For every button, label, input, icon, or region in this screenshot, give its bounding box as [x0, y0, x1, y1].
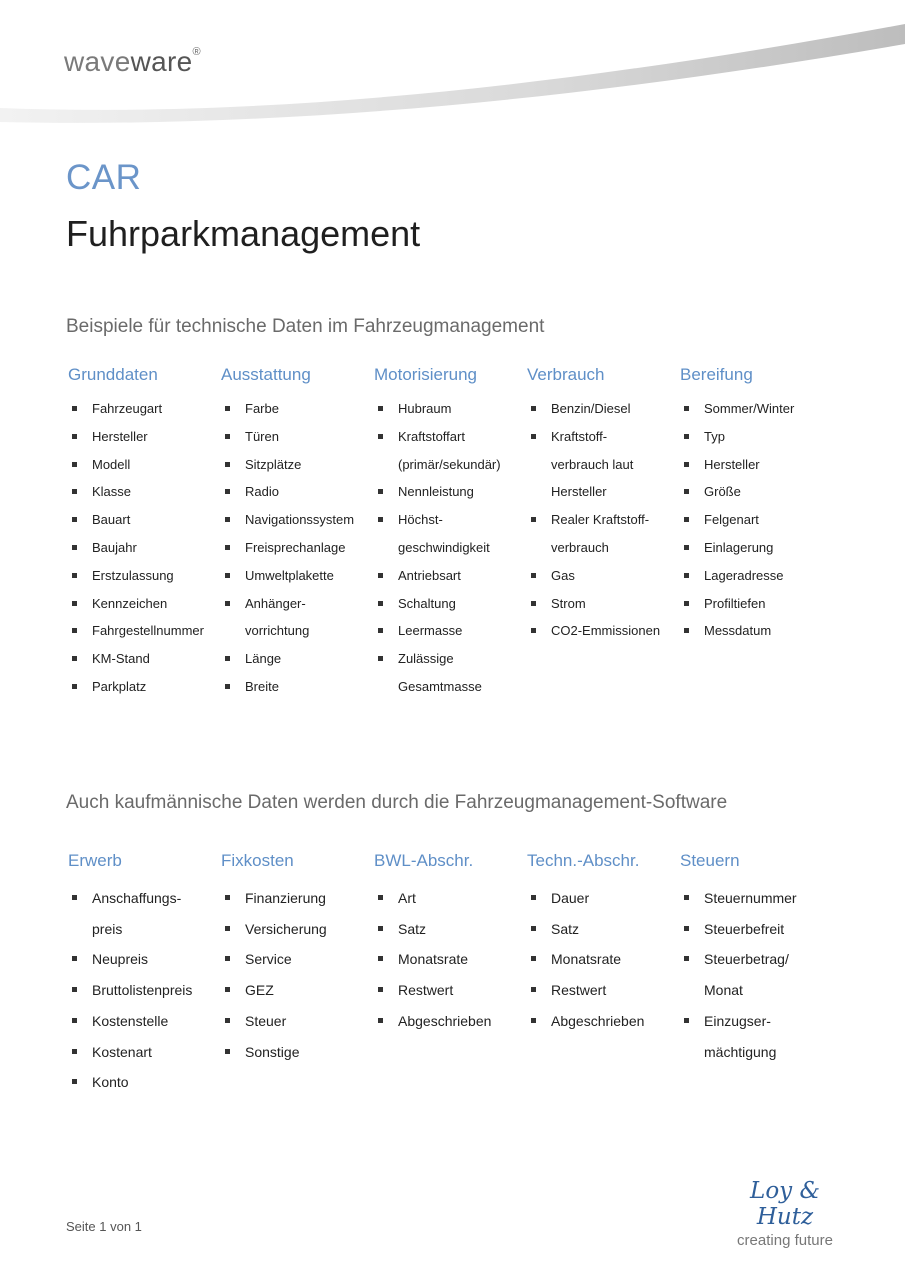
column-ausstattung [221, 365, 374, 701]
list-item: Hersteller [680, 451, 833, 479]
list-item: Messdatum [680, 617, 833, 645]
list-item: Fahrzeugart [68, 395, 221, 423]
list-item: Länge [221, 645, 374, 673]
column-heading: Bereifung [680, 365, 753, 384]
list-item: Einlagerung [680, 534, 833, 562]
column-grunddaten [68, 365, 221, 701]
registered-mark: ® [192, 45, 201, 58]
list-item: Restwert [374, 975, 527, 1006]
list-item: Hersteller [68, 423, 221, 451]
list-item: Kraftstoffart (primär/sekundär) [374, 423, 527, 479]
list-item: Steuerbefreit [680, 914, 833, 945]
column-motorisierung [374, 365, 527, 701]
list-item: Service [221, 944, 374, 975]
bullet-list [221, 883, 374, 1067]
list-item: Satz [527, 914, 680, 945]
bullet-list [221, 395, 374, 701]
list-item: Antriebsart [374, 562, 527, 590]
list-item: Bauart [68, 506, 221, 534]
list-item: KM-Stand [68, 645, 221, 673]
list-item: Steuerbetrag/ Monat [680, 944, 833, 1005]
logo-wave: wave [64, 46, 131, 77]
list-item: Kraftstoff- verbrauch laut Hersteller [527, 423, 680, 506]
list-item: Radio [221, 478, 374, 506]
list-item: Art [374, 883, 527, 914]
bullet-list [527, 395, 680, 645]
list-item: Abgeschrieben [374, 1006, 527, 1037]
bullet-list [680, 395, 833, 645]
list-item: Nennleistung [374, 478, 527, 506]
list-item: Leermasse [374, 617, 527, 645]
list-item: Breite [221, 673, 374, 701]
column-heading: Verbrauch [527, 365, 605, 384]
technical-data-grid [68, 365, 868, 701]
list-item: Schaltung [374, 590, 527, 618]
column-heading: Ausstattung [221, 365, 311, 384]
column-heading: Fixkosten [221, 851, 294, 870]
page-number: Seite 1 von 1 [66, 1219, 142, 1234]
list-item: Freisprechanlage [221, 534, 374, 562]
column-fixkosten [221, 851, 374, 1098]
list-item: Erstzulassung [68, 562, 221, 590]
product-title: CAR [66, 158, 142, 197]
list-item: Sonstige [221, 1037, 374, 1068]
list-item: Klasse [68, 478, 221, 506]
list-item: Modell [68, 451, 221, 479]
bullet-list [680, 883, 833, 1067]
list-item: GEZ [221, 975, 374, 1006]
list-item: Gas [527, 562, 680, 590]
list-item: Sitzplätze [221, 451, 374, 479]
list-item: Fahrgestellnummer [68, 617, 221, 645]
column-techn-abschr [527, 851, 680, 1098]
logo-ware: ware [130, 46, 193, 77]
list-item: Monatsrate [527, 944, 680, 975]
bullet-list [374, 395, 527, 701]
list-item: Baujahr [68, 534, 221, 562]
column-heading: Erwerb [68, 851, 122, 870]
commercial-data-heading: Auch kaufmännische Daten werden durch die Fahrzeugmanagement-Software [66, 792, 728, 813]
waveware-logo [64, 46, 201, 78]
bullet-list [374, 883, 527, 1037]
column-verbrauch [527, 365, 680, 701]
column-steuern [680, 851, 833, 1098]
list-item: Steuer [221, 1006, 374, 1037]
technical-data-heading: Beispiele für technische Daten im Fahrzeugmanagement [66, 316, 545, 337]
list-item: Sommer/Winter [680, 395, 833, 423]
list-item: Hubraum [374, 395, 527, 423]
column-bwl-abschr [374, 851, 527, 1098]
list-item: Anschaffungs- preis [68, 883, 221, 944]
list-item: Türen [221, 423, 374, 451]
list-item: Monatsrate [374, 944, 527, 975]
list-item: Strom [527, 590, 680, 618]
list-item: Parkplatz [68, 673, 221, 701]
list-item: Navigationssystem [221, 506, 374, 534]
list-item: Versicherung [221, 914, 374, 945]
commercial-data-grid [68, 851, 868, 1098]
list-item: Konto [68, 1067, 221, 1098]
list-item: Zulässige Gesamtmasse [374, 645, 527, 701]
list-item: Benzin/Diesel [527, 395, 680, 423]
list-item: Finanzierung [221, 883, 374, 914]
page-title: Fuhrparkmanagement [66, 213, 421, 254]
list-item: CO2-Emmissionen [527, 617, 680, 645]
list-item: Bruttolistenpreis [68, 975, 221, 1006]
list-item: Neupreis [68, 944, 221, 975]
list-item: Dauer [527, 883, 680, 914]
list-item: Kostenstelle [68, 1006, 221, 1037]
list-item: Anhänger- vorrichtung [221, 590, 374, 646]
column-heading: Steuern [680, 851, 740, 870]
list-item: Kennzeichen [68, 590, 221, 618]
list-item: Realer Kraftstoff- verbrauch [527, 506, 680, 562]
column-heading: Grunddaten [68, 365, 158, 384]
list-item: Restwert [527, 975, 680, 1006]
list-item: Typ [680, 423, 833, 451]
column-heading: Techn.-Abschr. [527, 851, 640, 870]
list-item: Steuernummer [680, 883, 833, 914]
list-item: Lageradresse [680, 562, 833, 590]
loy-hutz-logo [720, 1178, 850, 1249]
column-heading: Motorisierung [374, 365, 477, 384]
list-item: Höchst- geschwindigkeit [374, 506, 527, 562]
list-item: Umweltplakette [221, 562, 374, 590]
list-item: Einzugser- mächtigung [680, 1006, 833, 1067]
list-item: Größe [680, 478, 833, 506]
column-erwerb [68, 851, 221, 1098]
list-item: Kostenart [68, 1037, 221, 1068]
brand-slogan: creating future [737, 1232, 833, 1249]
column-bereifung [680, 365, 833, 701]
brand-name: Loy & Hutz [750, 1178, 820, 1230]
list-item: Abgeschrieben [527, 1006, 680, 1037]
list-item: Profiltiefen [680, 590, 833, 618]
bullet-list [527, 883, 680, 1037]
column-heading: BWL-Abschr. [374, 851, 474, 870]
list-item: Satz [374, 914, 527, 945]
bullet-list [68, 883, 221, 1098]
bullet-list [68, 395, 221, 701]
list-item: Farbe [221, 395, 374, 423]
list-item: Felgenart [680, 506, 833, 534]
